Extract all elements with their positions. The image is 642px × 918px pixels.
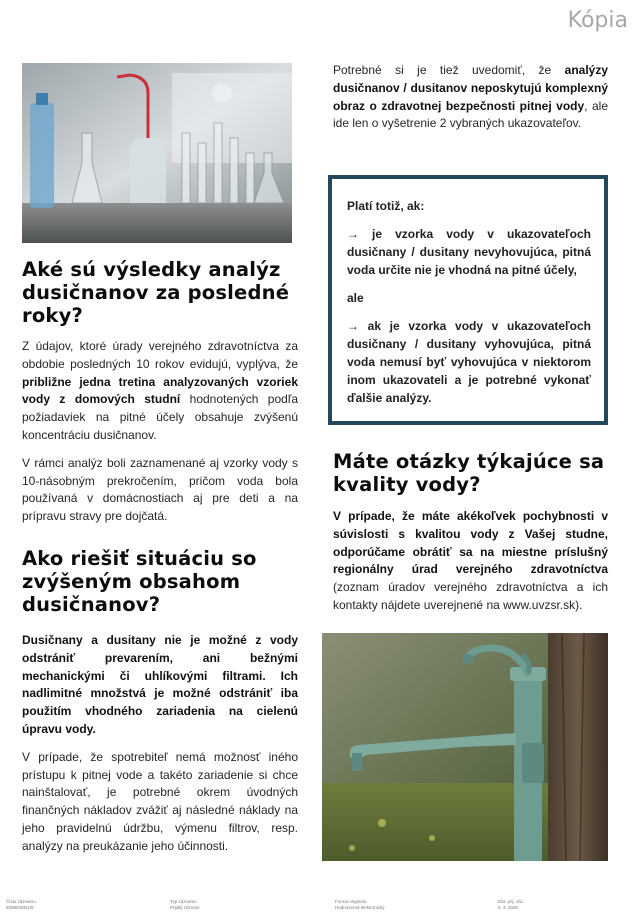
- results-paragraph-2: V rámci analýz boli zaznamenané aj vzorky vody s 10-násobným prekročením, pričom voda bola používaná v domácnostiach aj pre deti a na prípravu stravy pre dojčatá.: [22, 455, 298, 524]
- footer-received-date-value: 5. 3. 2020: [498, 905, 519, 910]
- lab-glassware-image: [22, 63, 292, 243]
- copy-watermark: Kópia: [567, 8, 628, 33]
- footer-record-number-value: 20080305/1/8: [6, 905, 34, 910]
- water-pump-photo: [322, 633, 608, 861]
- section-solution-title: Ako riešiť situáciu so zvýšeným obsahom dusičnanov?: [22, 547, 257, 616]
- results-paragraph-1: [22, 338, 298, 445]
- questions-paragraph: [333, 508, 608, 615]
- footer-record-number: [6, 899, 36, 911]
- intro-text-end: , ale ide len o vyšetrenie 2 vybraných ukazovateľov.: [333, 98, 608, 131]
- footer-record-number-label: Číslo záznamu: [6, 899, 36, 904]
- footer-record-type-value: Prijatý záznam: [170, 905, 200, 910]
- footer-original-form-label: Forma originálu: [335, 899, 367, 904]
- section-questions: [333, 450, 608, 496]
- section-solution-body: [22, 632, 298, 856]
- info-box-or: ale: [347, 291, 364, 305]
- results-p1-text: Z údajov, ktoré úrady verejného zdravotníctva za obdobie posledných 10 rokov evidujú, vyplýva, že: [22, 339, 298, 371]
- intro-right: [333, 62, 608, 133]
- section-solution: [22, 547, 304, 616]
- section-results-body: [22, 338, 298, 526]
- questions-text: (zoznam úradov verejného zdravotníctva a ich kontakty nájdete uverejnené na www.uvzsr.sk).: [333, 580, 608, 612]
- section-questions-title: Máte otázky týkajúce sa kvality vody?: [333, 450, 605, 496]
- info-box-heading: Platí totiž, ak:: [347, 199, 425, 213]
- info-box-item-1: → je vzorka vody v ukazovateľoch dusičnany / dusitany nevyhovujúca, pitná voda určite nie je vhodná na pitné účely,: [347, 227, 591, 277]
- footer-record-type: [170, 899, 200, 911]
- info-box: [328, 175, 608, 425]
- info-box-item-2: → ak je vzorka vody v ukazovateľoch dusičnany / dusitany vyhovujúca, pitná voda nemusí byť vyhovujúca v niektorom inom ukazovateli a je potrebné vykonať ďalšie analýzy.: [347, 319, 591, 405]
- solution-paragraph-1: Dusičnany a dusitany nie je možné z vody odstrániť prevarením, ani bežnými mechanickými či uhlíkovými filtrami. Ich nadlimitné množstvá je možné odstrániť iba použitím vhodného zariadenia na cielenú úpravu vody.: [22, 633, 298, 736]
- footer-received-date: [498, 899, 524, 911]
- intro-paragraph: [333, 62, 608, 133]
- footer-original-form-value: Hodnoverná elektronický: [335, 905, 385, 910]
- water-pump-image: [322, 633, 608, 861]
- results-p1-text-end: hodnotených podľa požiadaviek na pitné účely obsahuje zvýšenú koncentráciu dusičnanov.: [22, 392, 298, 442]
- footer-record-type-label: Typ záznamu: [170, 899, 197, 904]
- solution-paragraph-2: V prípade, že spotrebiteľ nemá možnosť iného prístupu k pitnej vode a takéto zariadenie si chce nainštalovať, je potrebné okrem úvodných finančných nákladov zvážiť aj následné náklady na jeho pravidelnú údržbu, výmenu filtrov, resp. analýzy na preukázanie jeho účinnosti.: [22, 749, 298, 853]
- section-results: [22, 258, 304, 327]
- section-results-title: Aké sú výsledky analýz dusičnanov za posledné roky?: [22, 258, 290, 327]
- section-questions-body: [333, 508, 608, 615]
- lab-glassware-photo: [22, 63, 292, 243]
- results-p1-bold: približne jedna tretina analyzovaných vzoriek vody z domových studní: [22, 374, 298, 407]
- intro-text: Potrebné si je tiež uvedomiť, že: [333, 63, 565, 77]
- footer-received-date-label: Dát. prij. záz.: [498, 899, 525, 904]
- footer-original-form: [335, 899, 385, 911]
- intro-bold: analýzy dusičnanov / dusitanov neposkytujú komplexný obraz o zdravotnej bezpečnosti pitnej vody: [333, 63, 608, 113]
- questions-bold: V prípade, že máte akékoľvek pochybnosti v súvislosti s kvalitou vody z Vašej studne, odporúčame obrátiť sa na miestne príslušný regionálny úrad verejného zdravotníctva: [333, 509, 608, 577]
